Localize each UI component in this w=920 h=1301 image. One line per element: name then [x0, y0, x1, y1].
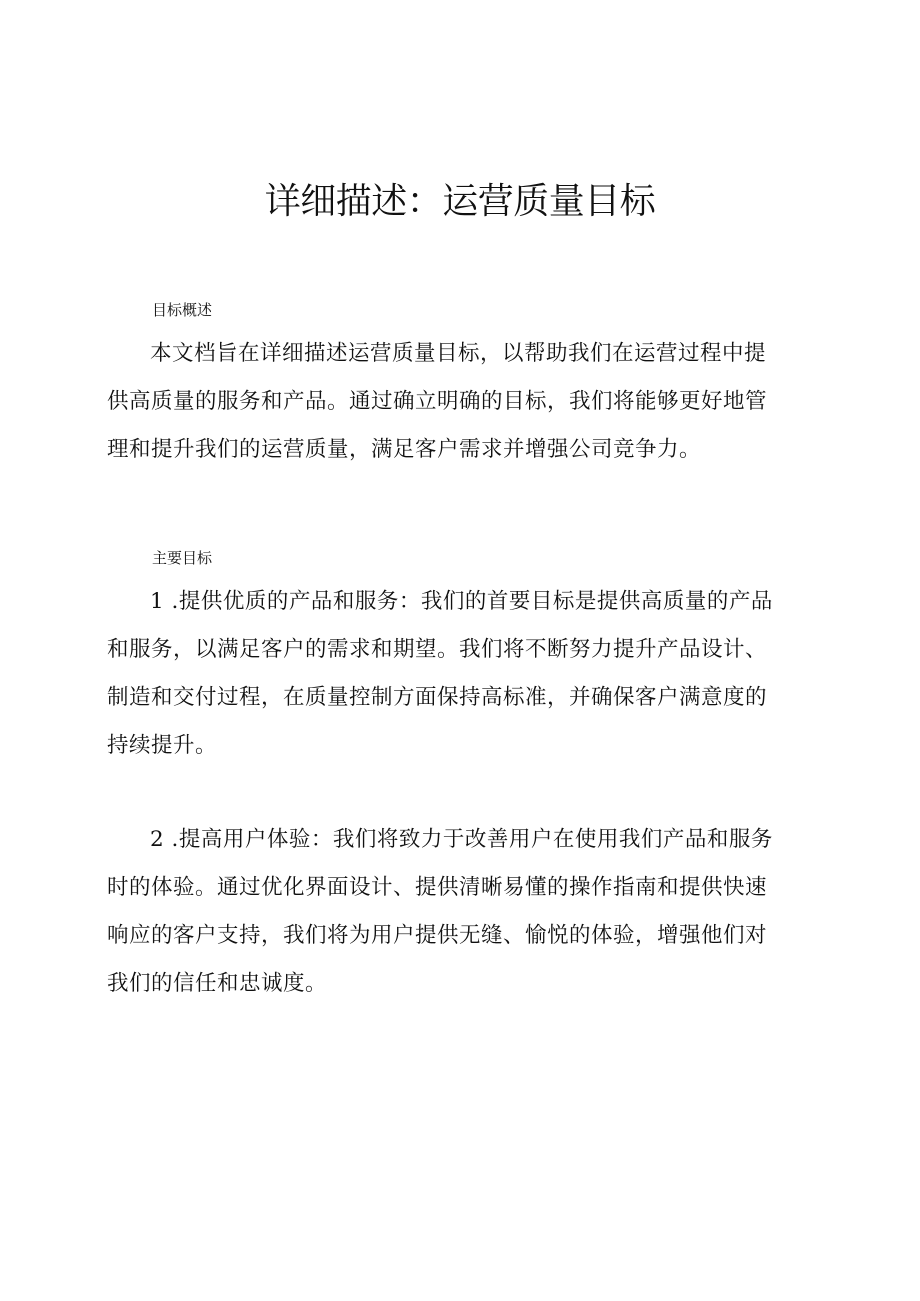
- section-heading-overview: 目标概述: [152, 301, 213, 319]
- paragraph-line: 响应的客户支持，我们将为用户提供无缝、愉悦的体验，增强他们对: [107, 923, 768, 948]
- goal-2-paragraph: [107, 816, 810, 1008]
- document-title: 详细描述：运营质量目标: [264, 181, 656, 222]
- paragraph-line: 我们的信任和忠诚度。: [107, 971, 328, 996]
- goal-1-paragraph: [107, 578, 810, 770]
- paragraph-line: 2 .提高用户体验：我们将致力于改善用户在使用我们产品和服务: [150, 827, 773, 852]
- paragraph-line: 和服务，以满足客户的需求和期望。我们将不断努力提升产品设计、: [107, 637, 768, 662]
- paragraph-line: 制造和交付过程，在质量控制方面保持高标准，并确保客户满意度的: [107, 685, 768, 710]
- overview-paragraph: [107, 330, 810, 474]
- paragraph-line: 本文档旨在详细描述运营质量目标，以帮助我们在运营过程中提: [150, 341, 767, 366]
- section-heading-main-goals: 主要目标: [152, 549, 213, 567]
- paragraph-line: 时的体验。通过优化界面设计、提供清晰易懂的操作指南和提供快速: [107, 875, 768, 900]
- paragraph-line: 供高质量的服务和产品。通过确立明确的目标，我们将能够更好地管: [107, 389, 768, 414]
- paragraph-line: 理和提升我们的运营质量，满足客户需求并增强公司竞争力。: [107, 437, 702, 462]
- paragraph-line: 持续提升。: [107, 733, 218, 758]
- paragraph-line: 1 .提供优质的产品和服务：我们的首要目标是提供高质量的产品: [150, 589, 773, 614]
